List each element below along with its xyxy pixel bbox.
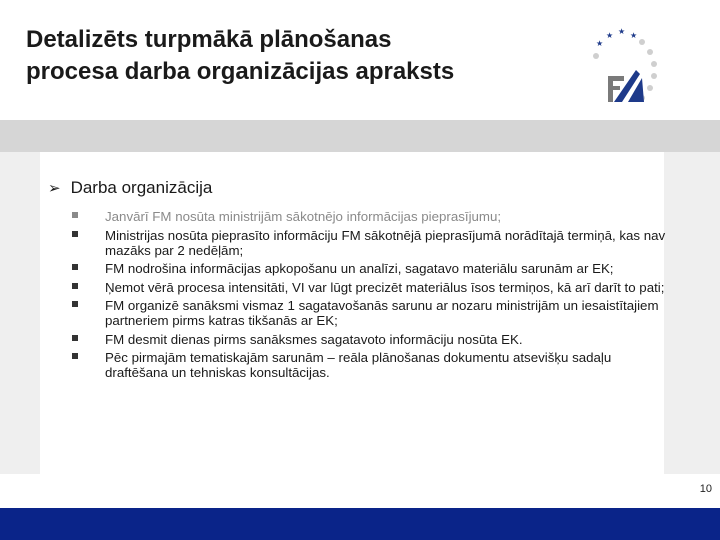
list-item xyxy=(72,261,666,276)
slide-title-line-1: Detalizēts turpmākā plānošanas xyxy=(26,26,392,53)
square-bullet-icon xyxy=(72,335,78,341)
slide-header xyxy=(0,0,720,120)
eu-stars-icon xyxy=(596,27,637,48)
header-divider-band xyxy=(0,120,720,152)
svg-text:★: ★ xyxy=(618,27,626,36)
page-number: 10 xyxy=(699,483,712,495)
svg-text:★: ★ xyxy=(606,31,614,40)
slide-title-line-2: procesa darba organizācijas apraksts xyxy=(26,58,455,85)
list-item xyxy=(72,209,666,224)
list-item xyxy=(72,280,666,295)
list-item-text: FM desmit dienas pirms sanāksmes sagatavoto informāciju nosūta EK. xyxy=(105,331,523,347)
square-bullet-icon xyxy=(72,264,78,270)
slide-title xyxy=(26,24,566,88)
list-item xyxy=(72,228,666,258)
square-bullet-icon xyxy=(72,353,78,359)
list-item-text: FM nodrošina informācijas apkopošanu un analīzi, sagatavo materiālu sarunām ar EK; xyxy=(105,261,614,276)
list-item xyxy=(72,332,666,347)
right-margin-panel xyxy=(664,152,720,474)
fm-logo xyxy=(578,8,718,120)
footer-bar xyxy=(0,508,720,540)
section-heading-text: Darba organizācija xyxy=(70,178,213,197)
square-bullet-icon xyxy=(72,212,78,218)
arrow-bullet-icon: ➢ xyxy=(48,180,61,197)
list-item-text: Ņemot vērā procesa intensitāti, VI var lūgt precizēt materiālus īsos termiņos, kā arī darīt to pati; xyxy=(105,279,665,295)
section-heading xyxy=(48,178,212,198)
list-item-text: Ministrijas nosūta pieprasīto informāciju FM sākotnējā pieprasījumā norādītajā termiņā, kas nav mazāks par 2 nedēļām; xyxy=(105,227,666,258)
square-bullet-icon xyxy=(72,301,78,307)
list-item xyxy=(72,350,666,380)
svg-text:★: ★ xyxy=(630,31,638,40)
square-bullet-icon xyxy=(72,231,78,237)
list-item-text: Pēc pirmajām tematiskajām sarunām – reāla plānošanas dokumentu atsevišķu sadaļu draftēšana un tehniskas konsultācijas. xyxy=(105,350,612,380)
left-margin-panel xyxy=(0,152,40,474)
list-item-text: Janvārī FM nosūta ministrijām sākotnējo informācijas pieprasījumu; xyxy=(105,209,502,224)
list-item-text: FM organizē sanāksmi vismaz 1 sagatavošanās sarunu ar nozaru ministrijām un iesaistītajiem partneriem pirms katras tikšanās ar EK; xyxy=(105,298,659,328)
list-item xyxy=(72,298,666,328)
bullet-list xyxy=(72,209,666,384)
logo-text: FM xyxy=(578,8,580,9)
fm-letters-icon xyxy=(608,70,644,102)
square-bullet-icon xyxy=(72,283,78,289)
svg-text:★: ★ xyxy=(596,39,604,48)
